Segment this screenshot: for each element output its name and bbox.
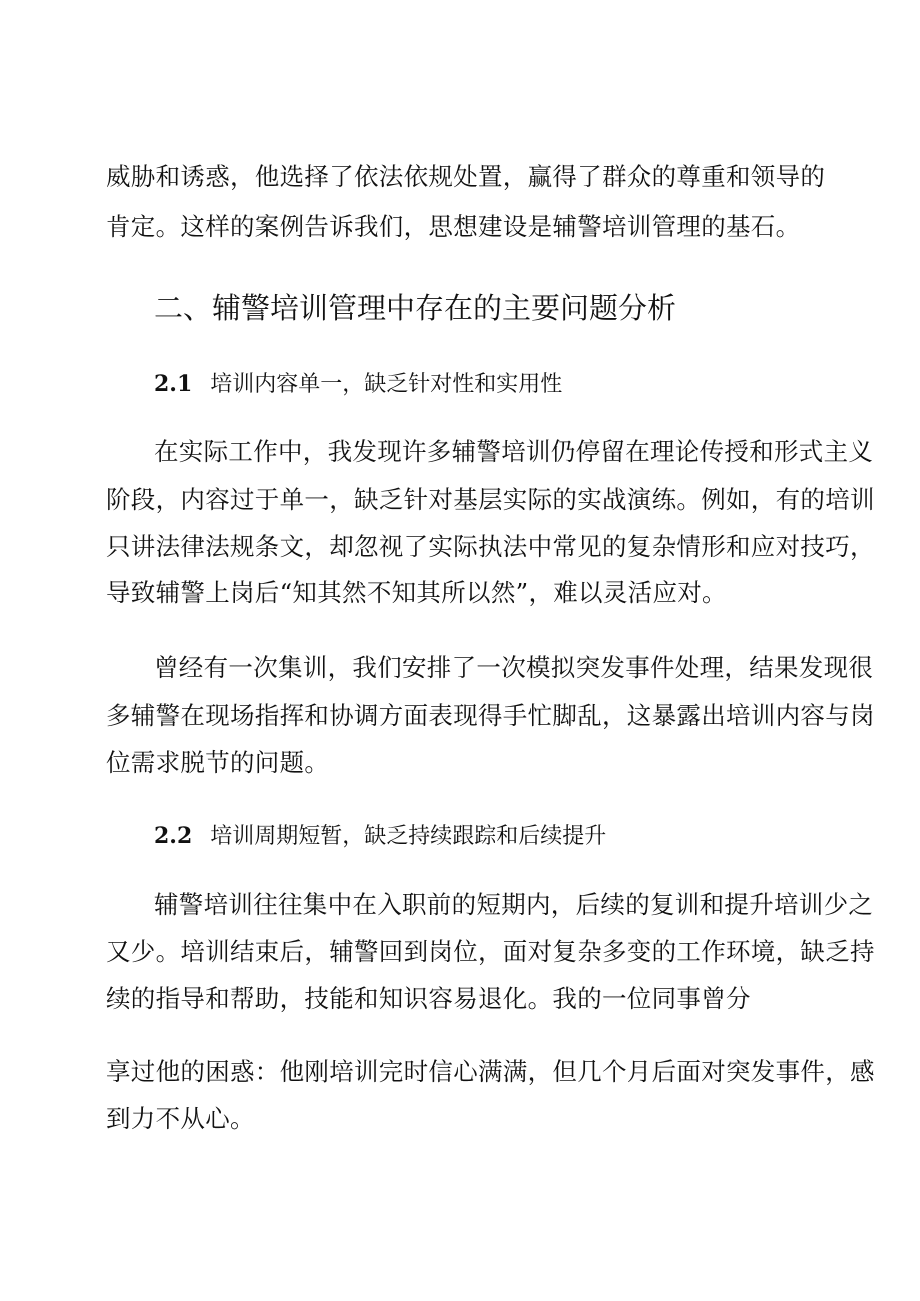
subsection-heading-2-1 — [154, 368, 562, 401]
text-line: 享过他的困惑：他刚培训完时信心满满，但几个月后面对突发事件，感 — [106, 1057, 875, 1086]
text-line: 多辅警在现场指挥和协调方面表现得手忙脚乱，这暴露出培训内容与岗 — [106, 701, 875, 730]
text-line: 又少。培训结束后，辅警回到岗位，面对复杂多变的工作环境，缺乏持 — [106, 937, 875, 966]
text-line: 到力不从心。 — [106, 1104, 255, 1133]
text-line: 阶段，内容过于单一，缺乏针对基层实际的实战演练。例如，有的培训 — [106, 485, 875, 514]
text-line: 威胁和诱惑，他选择了依法依规处置，赢得了群众的尊重和领导的 — [106, 162, 826, 191]
text-line: 只讲法律法规条文，却忽视了实际执法中常见的复杂情形和应对技巧， — [106, 532, 875, 561]
section-heading: 二、辅警培训管理中存在的主要问题分析 — [154, 291, 677, 325]
text-line: 续的指导和帮助，技能和知识容易退化。我的一位同事曾分 — [106, 984, 751, 1013]
text-line: 辅警培训往往集中在入职前的短期内，后续的复训和提升培训少之 — [154, 890, 874, 919]
subsection-title: 培训内容单一，缺乏针对性和实用性 — [210, 372, 563, 397]
subsection-number: 2.2 — [154, 823, 193, 849]
text-line: 位需求脱节的问题。 — [106, 748, 330, 777]
subsection-title: 培训周期短暂，缺乏持续跟踪和后续提升 — [210, 824, 607, 849]
text-line: 肯定。这样的案例告诉我们，思想建设是辅警培训管理的基石。 — [106, 212, 801, 241]
text-line: 导致辅警上岗后“知其然不知其所以然”，难以灵活应对。 — [106, 578, 727, 607]
subsection-heading-2-2 — [154, 820, 606, 853]
text-line: 曾经有一次集训，我们安排了一次模拟突发事件处理，结果发现很 — [154, 653, 874, 682]
text-line: 在实际工作中，我发现许多辅警培训仍停留在理论传授和形式主义 — [154, 437, 874, 466]
subsection-number: 2.1 — [154, 371, 193, 397]
